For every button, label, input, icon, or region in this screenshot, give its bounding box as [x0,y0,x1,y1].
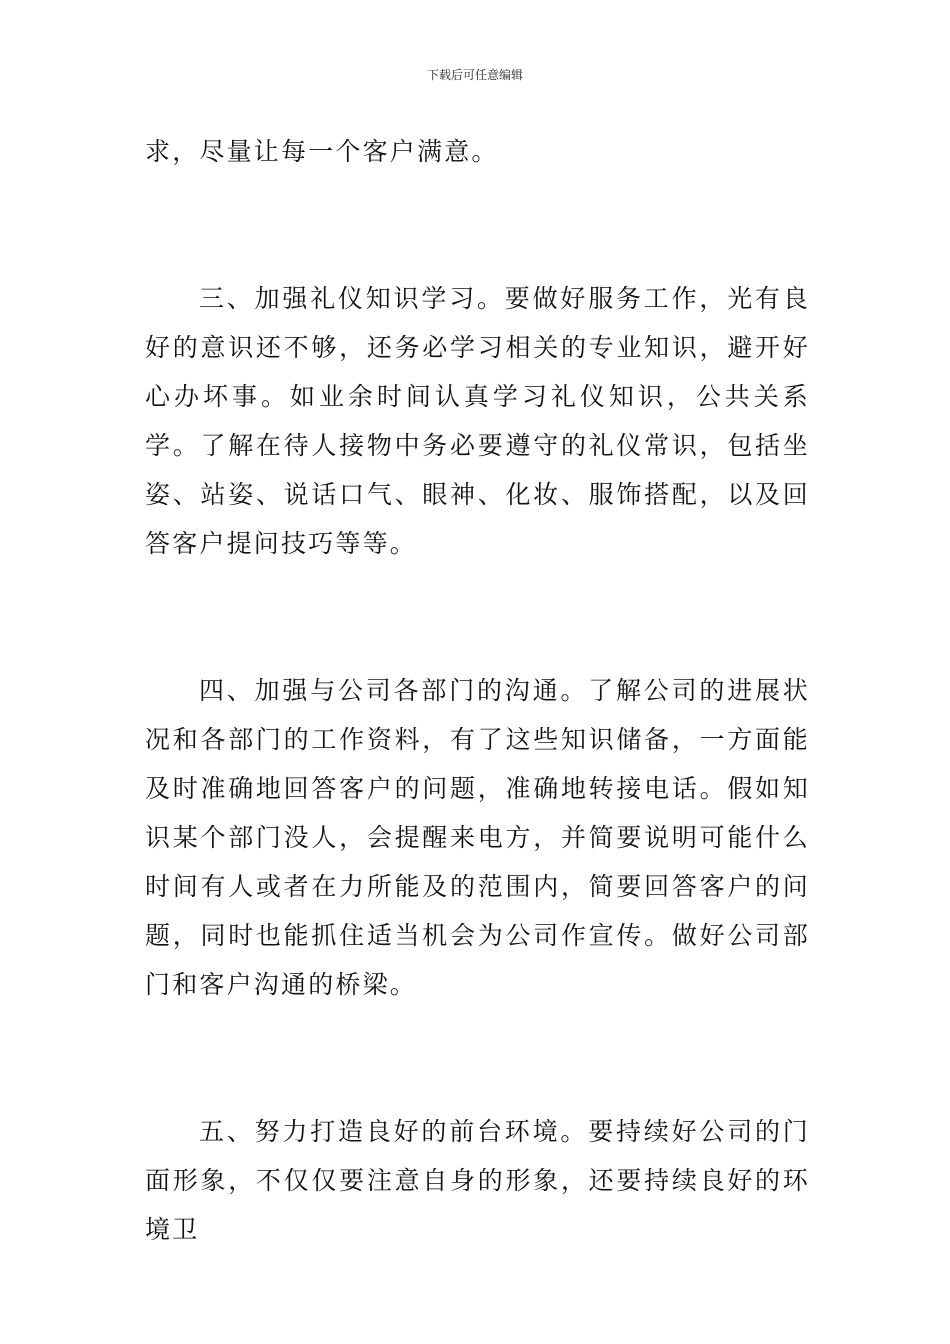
paragraph-gap [145,176,810,274]
paragraph-section-5: 五、努力打造良好的前台环境。要持续好公司的门面形象，不仅仅要注意自身的形象，还要持续良好的环境卫 [145,1117,810,1244]
header-note: 下载后可任意编辑 [426,68,523,82]
document-body [145,127,810,1254]
paragraph-section-4: 四、加强与公司各部门的沟通。了解公司的进展状况和各部门的工作资料，有了这些知识储备，一方面能及时准确地回答客户的问题，准确地转接电话。假如知识某个部门没人，会提醒来电方，并简要说明可能什么时间有人或者在力所能及的范围内，简要回答客户的问题，同时也能抓住适当机会为公司作宣传。做好公司部门和客户沟通的桥梁。 [145,676,810,999]
paragraph-gap [145,1009,810,1107]
paragraph-gap [145,568,810,666]
paragraph-section-3: 三、加强礼仪知识学习。要做好服务工作，光有良好的意识还不够，还务必学习相关的专业知识，避开好心办坏事。如业余时间认真学习礼仪知识，公共关系学。了解在待人接物中务必要遵守的礼仪常识，包括坐姿、站姿、说话口气、眼神、化妆、服饰搭配，以及回答客户提问技巧等等。 [145,284,810,558]
paragraph-continuation: 求，尽量让每一个客户满意。 [145,137,499,166]
